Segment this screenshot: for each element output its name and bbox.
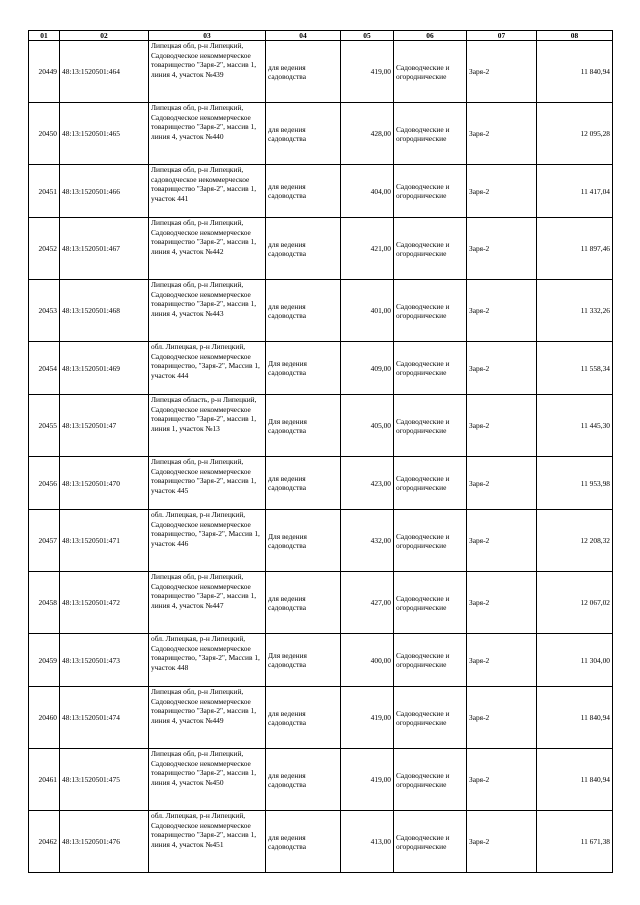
cell-address xyxy=(149,103,266,165)
area-text: 400,00 xyxy=(370,655,391,665)
cell-cadastral-number xyxy=(60,342,149,395)
cadastral-number-text: 48:13:1520501:464 xyxy=(62,67,120,77)
cell-area xyxy=(341,165,394,218)
column-header-06: 06 xyxy=(394,31,467,41)
cell-cadastral-value xyxy=(537,572,613,634)
cell-record-number xyxy=(29,395,60,457)
cell-address xyxy=(149,280,266,342)
area-text: 405,00 xyxy=(370,421,391,431)
settlement-text: Заря-2 xyxy=(469,837,490,847)
cell-permitted-use xyxy=(266,572,341,634)
permitted-use-text: для ведения садоводства xyxy=(268,708,306,727)
land-category-text: Садоводческие и огороднические xyxy=(396,124,450,143)
cell-cadastral-value xyxy=(537,510,613,572)
cell-cadastral-number xyxy=(60,634,149,687)
table-row xyxy=(29,687,613,749)
cell-land-category xyxy=(394,572,467,634)
cell-address xyxy=(149,395,266,457)
record-number-text: 20449 xyxy=(38,67,57,77)
land-category-text: Садоводческие и огороднические xyxy=(396,531,450,550)
record-number-text: 20455 xyxy=(38,421,57,431)
address-text: Липецкая обл, р-н Липецкий, Садоводческое некоммерческое товарищество "Заря-2", массив 1, линия 4, участок №447 xyxy=(151,572,257,610)
table-row xyxy=(29,165,613,218)
cell-permitted-use xyxy=(266,687,341,749)
record-number-text: 20450 xyxy=(38,129,57,139)
area-text: 419,00 xyxy=(370,775,391,785)
cell-area xyxy=(341,510,394,572)
cell-area xyxy=(341,218,394,280)
cell-cadastral-value xyxy=(537,280,613,342)
cell-land-category xyxy=(394,280,467,342)
area-text: 419,00 xyxy=(370,67,391,77)
cell-cadastral-value xyxy=(537,41,613,103)
table-row xyxy=(29,811,613,873)
cadastral-value-text: 11 671,38 xyxy=(580,837,610,847)
cell-area xyxy=(341,280,394,342)
permitted-use-text: Для ведения садоводства xyxy=(268,531,307,550)
settlement-text: Заря-2 xyxy=(469,306,490,316)
column-header-08: 08 xyxy=(537,31,613,41)
cell-land-category xyxy=(394,103,467,165)
cell-land-category xyxy=(394,218,467,280)
cell-permitted-use xyxy=(266,280,341,342)
area-text: 428,00 xyxy=(370,129,391,139)
table-row xyxy=(29,280,613,342)
cell-area xyxy=(341,41,394,103)
column-header-04: 04 xyxy=(266,31,341,41)
column-header-02: 02 xyxy=(60,31,149,41)
cell-cadastral-number xyxy=(60,572,149,634)
cell-settlement xyxy=(467,342,537,395)
cell-address xyxy=(149,41,266,103)
table-header-row xyxy=(29,31,613,41)
cell-address xyxy=(149,165,266,218)
cell-land-category xyxy=(394,41,467,103)
cell-settlement xyxy=(467,510,537,572)
cell-address xyxy=(149,634,266,687)
cell-record-number xyxy=(29,634,60,687)
cell-cadastral-number xyxy=(60,457,149,510)
record-number-text: 20457 xyxy=(38,536,57,546)
cell-address xyxy=(149,218,266,280)
settlement-text: Заря-2 xyxy=(469,775,490,785)
cadastral-value-text: 11 304,00 xyxy=(580,655,610,665)
cell-permitted-use xyxy=(266,342,341,395)
cell-permitted-use xyxy=(266,165,341,218)
cell-record-number xyxy=(29,342,60,395)
area-text: 421,00 xyxy=(370,244,391,254)
cell-cadastral-value xyxy=(537,749,613,811)
cell-area xyxy=(341,749,394,811)
address-text: обл. Липецкая, р-н Липецкий, Садоводческое некоммерческое товарищество, "Заря-2", Массив 1, участок 448 xyxy=(151,634,260,672)
permitted-use-text: Для ведения садоводства xyxy=(268,416,307,435)
cell-settlement xyxy=(467,218,537,280)
cadastral-value-text: 11 953,98 xyxy=(580,478,610,488)
record-number-text: 20454 xyxy=(38,363,57,373)
table-row xyxy=(29,395,613,457)
settlement-text: Заря-2 xyxy=(469,363,490,373)
area-text: 419,00 xyxy=(370,713,391,723)
land-category-text: Садоводческие и огороднические xyxy=(396,416,450,435)
cell-settlement xyxy=(467,280,537,342)
permitted-use-text: Для ведения садоводства xyxy=(268,651,307,670)
cell-record-number xyxy=(29,811,60,873)
land-category-text: Садоводческие и огороднические xyxy=(396,62,450,81)
cell-record-number xyxy=(29,103,60,165)
land-category-text: Садоводческие и огороднические xyxy=(396,832,450,851)
cadastral-number-text: 48:13:1520501:465 xyxy=(62,129,120,139)
cadastral-value-text: 11 840,94 xyxy=(580,713,610,723)
address-text: Липецкая обл, р-н Липецкий, Садоводческое некоммерческое товарищество "Заря-2", массив 1, линия 4, участок №450 xyxy=(151,749,257,787)
cell-land-category xyxy=(394,749,467,811)
address-text: Липецкая обл, р-н Липецкий, Садоводческое некоммерческое товарищество "Заря-2", массив 1, линия 4, участок №443 xyxy=(151,280,257,318)
record-number-text: 20456 xyxy=(38,478,57,488)
cell-cadastral-value xyxy=(537,103,613,165)
cadastral-number-text: 48:13:1520501:476 xyxy=(62,837,120,847)
cell-permitted-use xyxy=(266,218,341,280)
permitted-use-text: для ведения садоводства xyxy=(268,301,306,320)
permitted-use-text: для ведения садоводства xyxy=(268,770,306,789)
table-row xyxy=(29,218,613,280)
land-category-text: Садоводческие и огороднические xyxy=(396,770,450,789)
cell-settlement xyxy=(467,41,537,103)
record-number-text: 20451 xyxy=(38,186,57,196)
cell-cadastral-value xyxy=(537,342,613,395)
settlement-text: Заря-2 xyxy=(469,129,490,139)
cell-record-number xyxy=(29,218,60,280)
cell-land-category xyxy=(394,342,467,395)
address-text: обл. Липецкая, р-н Липецкий, Садоводческое некоммерческое товарищество "Заря-2", массив 1, линия 4, участок №451 xyxy=(151,811,257,849)
cell-cadastral-value xyxy=(537,634,613,687)
cell-cadastral-number xyxy=(60,395,149,457)
cell-cadastral-value xyxy=(537,457,613,510)
cadastral-value-text: 11 417,04 xyxy=(580,186,610,196)
cell-record-number xyxy=(29,749,60,811)
cell-address xyxy=(149,687,266,749)
area-text: 413,00 xyxy=(370,837,391,847)
cadastral-number-text: 48:13:1520501:469 xyxy=(62,363,120,373)
settlement-text: Заря-2 xyxy=(469,598,490,608)
cell-record-number xyxy=(29,510,60,572)
cell-land-category xyxy=(394,510,467,572)
address-text: Липецкая обл, р-н Липецкий, Садоводческое некоммерческое товарищество "Заря-2", массив 1, линия 4, участок №449 xyxy=(151,687,257,725)
permitted-use-text: для ведения садоводства xyxy=(268,124,306,143)
cadastral-value-text: 12 067,02 xyxy=(580,598,610,608)
cell-settlement xyxy=(467,457,537,510)
land-category-text: Садоводческие и огороднические xyxy=(396,474,450,493)
cell-cadastral-number xyxy=(60,687,149,749)
column-header-07: 07 xyxy=(467,31,537,41)
address-text: Липецкая обл, р-н Липецкий, садоводческое некоммерческое товарищество "Заря-2", массив 1, участок 441 xyxy=(151,165,257,203)
cell-cadastral-number xyxy=(60,165,149,218)
cell-permitted-use xyxy=(266,811,341,873)
cadastral-number-text: 48:13:1520501:474 xyxy=(62,713,120,723)
settlement-text: Заря-2 xyxy=(469,244,490,254)
settlement-text: Заря-2 xyxy=(469,421,490,431)
cadastral-value-text: 12 208,32 xyxy=(580,536,610,546)
cell-area xyxy=(341,103,394,165)
cadastral-value-text: 11 332,26 xyxy=(580,306,610,316)
cell-settlement xyxy=(467,811,537,873)
column-header-03: 03 xyxy=(149,31,266,41)
cadastral-number-text: 48:13:1520501:471 xyxy=(62,536,120,546)
cell-area xyxy=(341,811,394,873)
cell-address xyxy=(149,342,266,395)
cell-record-number xyxy=(29,280,60,342)
cell-settlement xyxy=(467,165,537,218)
cell-address xyxy=(149,749,266,811)
area-text: 404,00 xyxy=(370,186,391,196)
cell-cadastral-number xyxy=(60,41,149,103)
settlement-text: Заря-2 xyxy=(469,67,490,77)
cell-cadastral-value xyxy=(537,165,613,218)
table-body xyxy=(29,41,613,873)
area-text: 432,00 xyxy=(370,536,391,546)
record-number-text: 20461 xyxy=(38,775,57,785)
cell-land-category xyxy=(394,811,467,873)
cell-area xyxy=(341,342,394,395)
cell-permitted-use xyxy=(266,103,341,165)
cell-address xyxy=(149,510,266,572)
area-text: 423,00 xyxy=(370,478,391,488)
cadastral-number-text: 48:13:1520501:475 xyxy=(62,775,120,785)
cadastral-number-text: 48:13:1520501:470 xyxy=(62,478,120,488)
land-category-text: Садоводческие и огороднические xyxy=(396,301,450,320)
cadastral-value-text: 11 558,34 xyxy=(580,363,610,373)
permitted-use-text: Для ведения садоводства xyxy=(268,359,307,378)
cell-record-number xyxy=(29,572,60,634)
permitted-use-text: для ведения садоводства xyxy=(268,239,306,258)
record-number-text: 20459 xyxy=(38,655,57,665)
column-header-01: 01 xyxy=(29,31,60,41)
cell-settlement xyxy=(467,103,537,165)
permitted-use-text: для ведения садоводства xyxy=(268,832,306,851)
cell-area xyxy=(341,572,394,634)
table-row xyxy=(29,572,613,634)
cadastral-number-text: 48:13:1520501:47 xyxy=(62,421,117,431)
land-category-text: Садоводческие и огороднические xyxy=(396,593,450,612)
cell-cadastral-number xyxy=(60,811,149,873)
cadastral-number-text: 48:13:1520501:467 xyxy=(62,244,120,254)
cadastral-number-text: 48:13:1520501:468 xyxy=(62,306,120,316)
table-row xyxy=(29,41,613,103)
cell-permitted-use xyxy=(266,749,341,811)
cell-settlement xyxy=(467,572,537,634)
permitted-use-text: для ведения садоводства xyxy=(268,62,306,81)
address-text: Липецкая обл, р-н Липецкий, Садоводческое некоммерческое товарищество "Заря-2", массив 1, линия 4, участок №439 xyxy=(151,41,257,79)
column-header-05: 05 xyxy=(341,31,394,41)
cell-land-category xyxy=(394,165,467,218)
record-number-text: 20453 xyxy=(38,306,57,316)
area-text: 401,00 xyxy=(370,306,391,316)
table-row xyxy=(29,103,613,165)
cell-area xyxy=(341,687,394,749)
cell-settlement xyxy=(467,749,537,811)
cell-settlement xyxy=(467,395,537,457)
cadastral-number-text: 48:13:1520501:473 xyxy=(62,655,120,665)
land-category-text: Садоводческие и огороднические xyxy=(396,239,450,258)
permitted-use-text: для ведения садоводства xyxy=(268,182,306,201)
cell-cadastral-number xyxy=(60,218,149,280)
cell-permitted-use xyxy=(266,395,341,457)
address-text: Липецкая обл, р-н Липецкий, Садоводческое некоммерческое товарищество "Заря-2", массив 1, линия 4, участок №440 xyxy=(151,103,257,141)
area-text: 427,00 xyxy=(370,598,391,608)
cell-land-category xyxy=(394,395,467,457)
cadastral-value-text: 11 897,46 xyxy=(580,244,610,254)
cell-permitted-use xyxy=(266,457,341,510)
cell-record-number xyxy=(29,687,60,749)
cell-cadastral-value xyxy=(537,395,613,457)
record-number-text: 20458 xyxy=(38,598,57,608)
cell-land-category xyxy=(394,687,467,749)
cadastral-value-text: 12 095,28 xyxy=(580,129,610,139)
cell-cadastral-number xyxy=(60,280,149,342)
cell-cadastral-value xyxy=(537,218,613,280)
cell-settlement xyxy=(467,634,537,687)
land-category-text: Садоводческие и огороднические xyxy=(396,182,450,201)
cadastral-value-text: 11 445,30 xyxy=(580,421,610,431)
cell-land-category xyxy=(394,634,467,687)
cell-cadastral-value xyxy=(537,811,613,873)
record-number-text: 20462 xyxy=(38,837,57,847)
settlement-text: Заря-2 xyxy=(469,536,490,546)
cell-address xyxy=(149,811,266,873)
cell-settlement xyxy=(467,687,537,749)
cell-cadastral-number xyxy=(60,510,149,572)
cell-cadastral-number xyxy=(60,103,149,165)
cadastral-number-text: 48:13:1520501:472 xyxy=(62,598,120,608)
land-category-text: Садоводческие и огороднические xyxy=(396,708,450,727)
cadastral-value-text: 11 840,94 xyxy=(580,775,610,785)
settlement-text: Заря-2 xyxy=(469,655,490,665)
cell-land-category xyxy=(394,457,467,510)
cell-address xyxy=(149,572,266,634)
cell-area xyxy=(341,457,394,510)
cadastral-number-text: 48:13:1520501:466 xyxy=(62,186,120,196)
cell-record-number xyxy=(29,41,60,103)
land-category-text: Садоводческие и огороднические xyxy=(396,359,450,378)
cell-cadastral-value xyxy=(537,687,613,749)
area-text: 409,00 xyxy=(370,363,391,373)
cadastral-value-text: 11 840,94 xyxy=(580,67,610,77)
land-registry-table xyxy=(28,30,613,873)
settlement-text: Заря-2 xyxy=(469,713,490,723)
address-text: обл. Липецкая, р-н Липецкий, Садоводческое некоммерческое товарищество, "Заря-2", Массив 1, участок 446 xyxy=(151,510,260,548)
permitted-use-text: для ведения садоводства xyxy=(268,593,306,612)
cell-permitted-use xyxy=(266,41,341,103)
permitted-use-text: для ведения садоводства xyxy=(268,474,306,493)
table-row xyxy=(29,457,613,510)
cell-cadastral-number xyxy=(60,749,149,811)
cell-address xyxy=(149,457,266,510)
address-text: Липецкая обл, р-н Липецкий, Садоводческое некоммерческое товарищество "Заря-2", массив 1, участок 445 xyxy=(151,457,257,495)
cell-area xyxy=(341,395,394,457)
record-number-text: 20452 xyxy=(38,244,57,254)
table-row xyxy=(29,634,613,687)
cell-record-number xyxy=(29,457,60,510)
cell-permitted-use xyxy=(266,634,341,687)
cell-permitted-use xyxy=(266,510,341,572)
address-text: Липецкая обл, р-н Липецкий, Садоводческое некоммерческое товарищество "Заря-2", массив 1, линия 4, участок №442 xyxy=(151,218,257,256)
land-category-text: Садоводческие и огороднические xyxy=(396,651,450,670)
record-number-text: 20460 xyxy=(38,713,57,723)
table-row xyxy=(29,342,613,395)
settlement-text: Заря-2 xyxy=(469,478,490,488)
address-text: обл. Липецкая, р-н Липецкий, Садоводческое некоммерческое товарищество, "Заря-2", Массив 1, участок 444 xyxy=(151,342,260,380)
cell-record-number xyxy=(29,165,60,218)
cell-area xyxy=(341,634,394,687)
table-row xyxy=(29,510,613,572)
settlement-text: Заря-2 xyxy=(469,186,490,196)
table-row xyxy=(29,749,613,811)
address-text: Липецкая область, р-н Липецкий, Садоводческое некоммерческое товарищество "Заря-2", массив 1, линия 1, участок №13 xyxy=(151,395,257,433)
